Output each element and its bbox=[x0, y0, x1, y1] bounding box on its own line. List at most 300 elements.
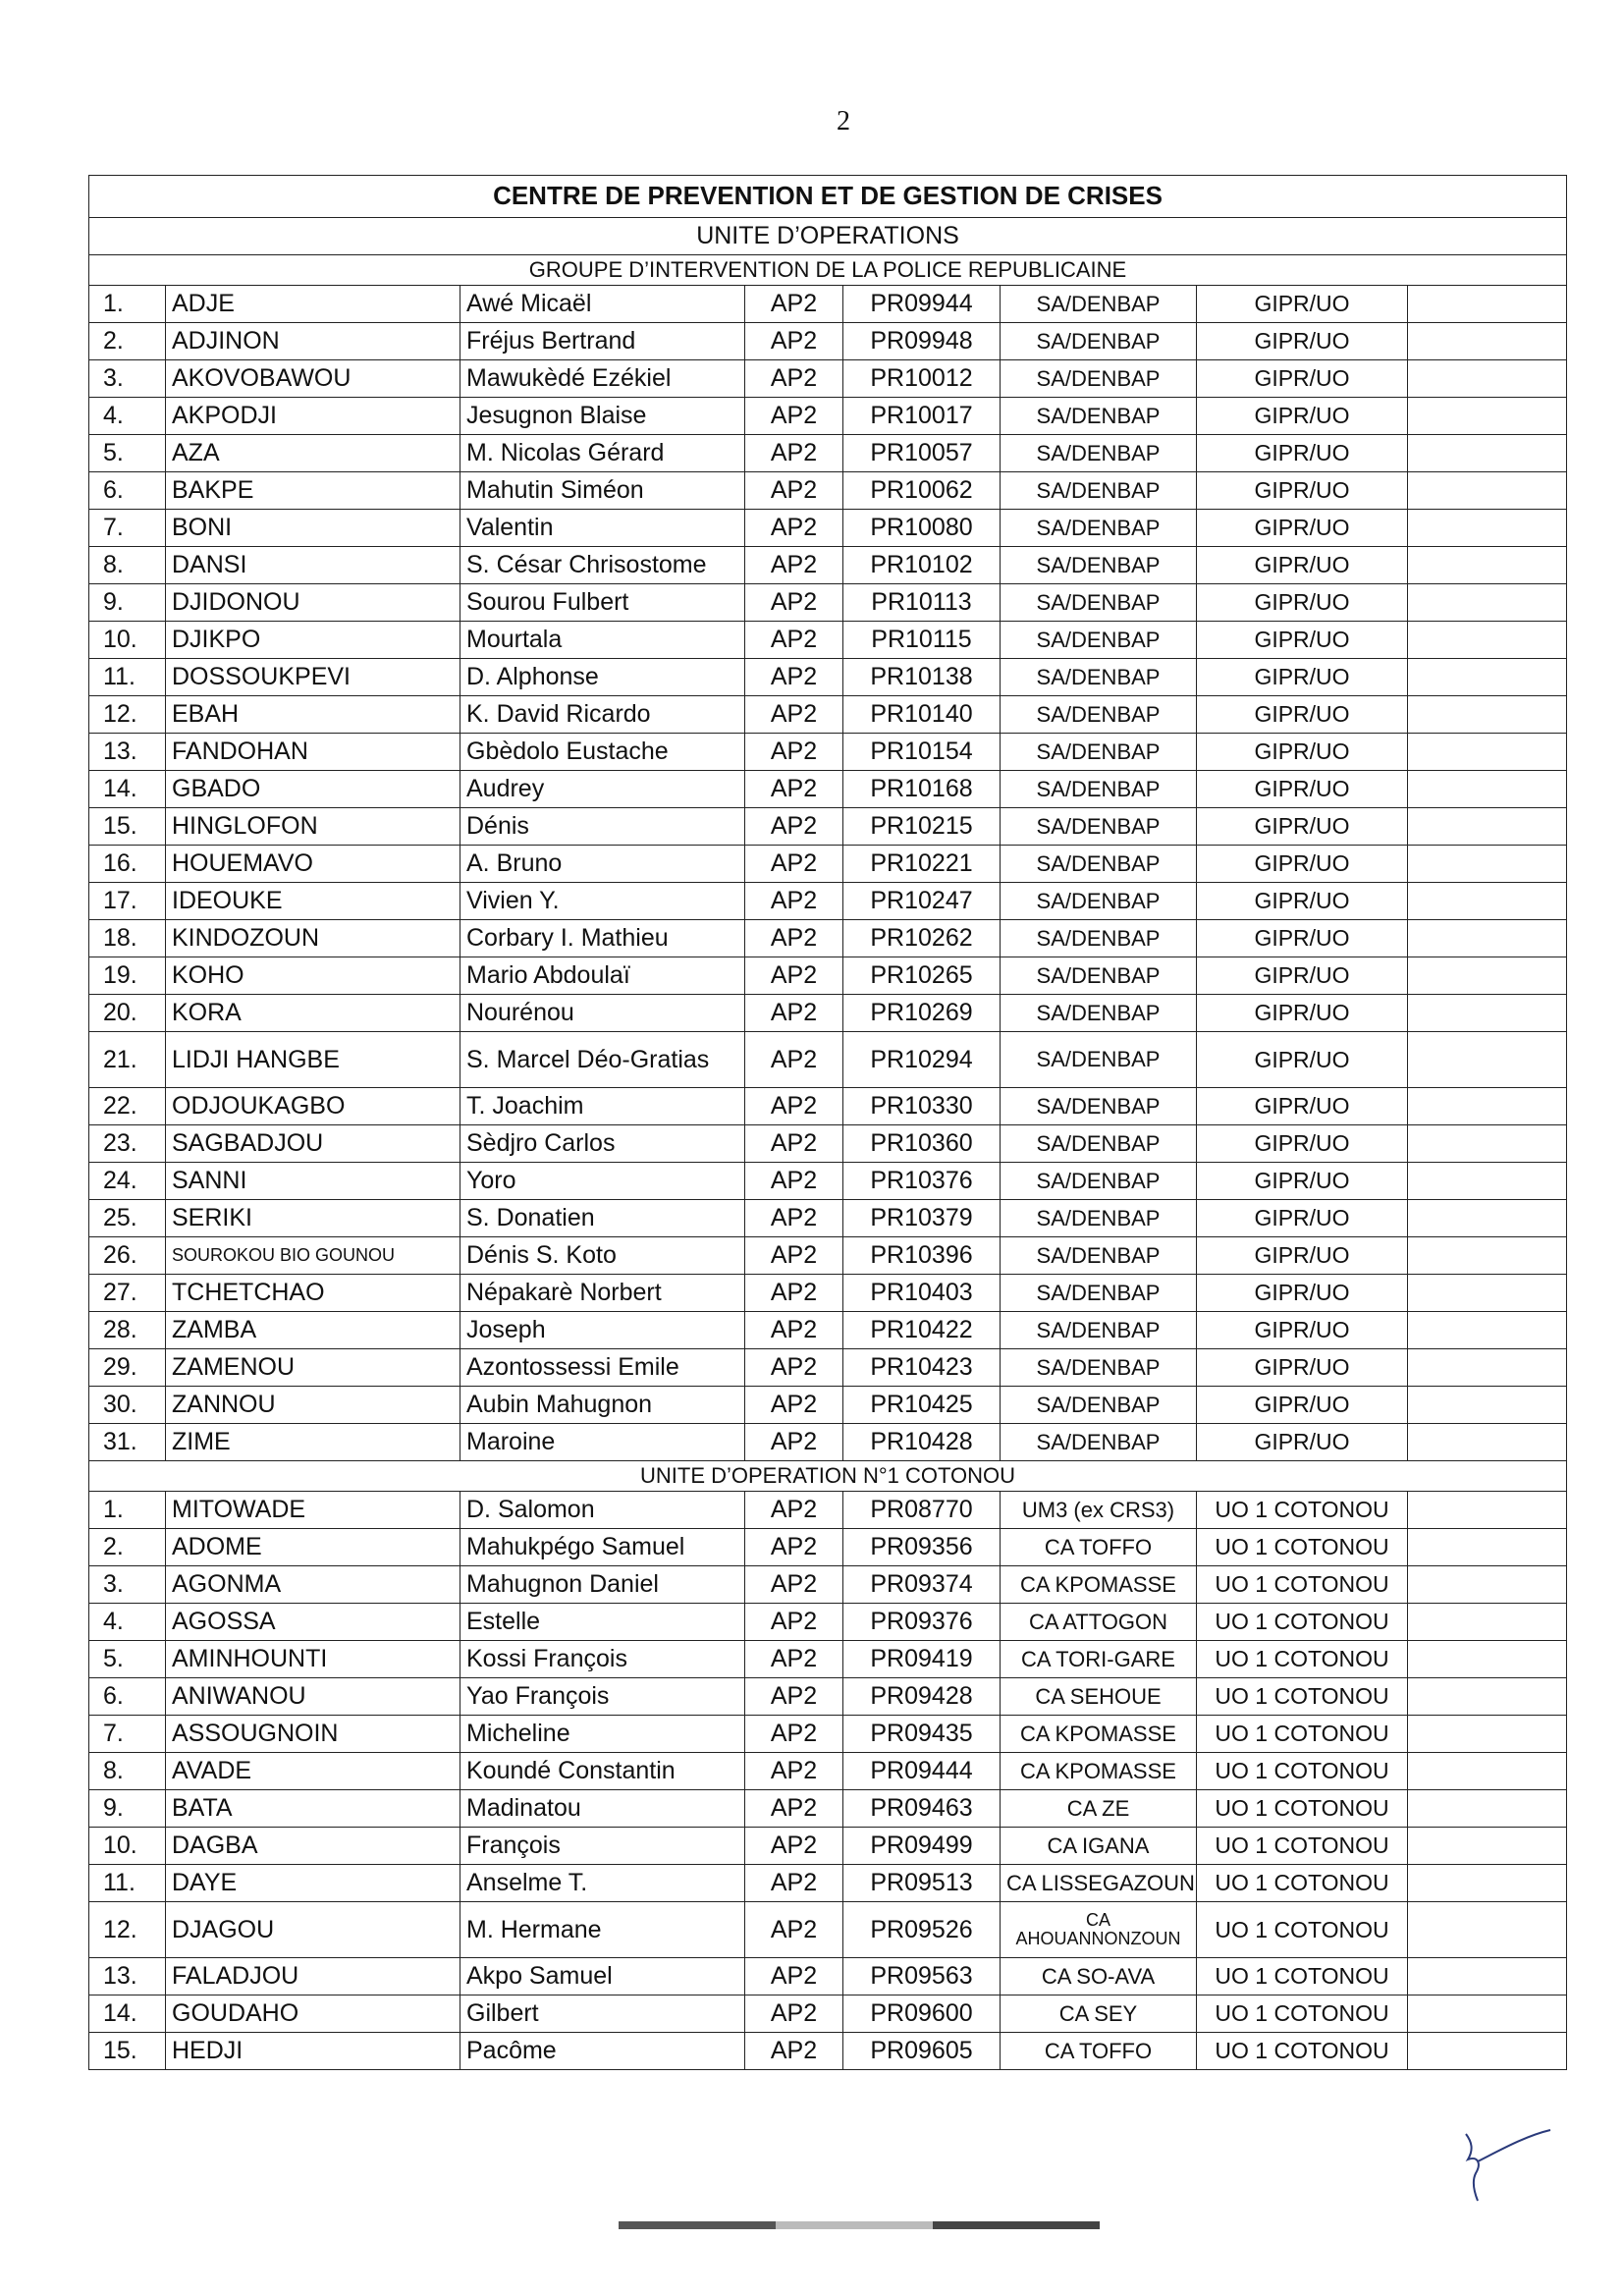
cell-num: 31. bbox=[89, 1424, 166, 1461]
footer-bar-dark bbox=[619, 2221, 776, 2229]
table-row bbox=[89, 1958, 1567, 1995]
table-row bbox=[89, 1424, 1567, 1461]
table-row bbox=[89, 1716, 1567, 1753]
cell-num: 12. bbox=[89, 1902, 166, 1958]
cell-empty bbox=[1408, 808, 1567, 846]
cell-origin: SA/DENBAP bbox=[1001, 472, 1197, 510]
cell-num: 28. bbox=[89, 1312, 166, 1349]
cell-nom: LIDJI HANGBE bbox=[166, 1032, 460, 1088]
cell-prenoms: Joseph bbox=[460, 1312, 745, 1349]
table-row bbox=[89, 510, 1567, 547]
cell-empty bbox=[1408, 846, 1567, 883]
cell-prenoms: Vivien Y. bbox=[460, 883, 745, 920]
cell-nom: DJAGOU bbox=[166, 1902, 460, 1958]
cell-grade: AP2 bbox=[745, 771, 843, 808]
cell-mat: PR10154 bbox=[843, 734, 1001, 771]
cell-mat: PR10396 bbox=[843, 1237, 1001, 1275]
table-row bbox=[89, 1088, 1567, 1125]
cell-empty bbox=[1408, 1237, 1567, 1275]
cell-origin: SA/DENBAP bbox=[1001, 622, 1197, 659]
cell-prenoms: Kossi François bbox=[460, 1641, 745, 1678]
table-row bbox=[89, 771, 1567, 808]
cell-empty bbox=[1408, 1088, 1567, 1125]
cell-unit: UO 1 COTONOU bbox=[1197, 1790, 1408, 1828]
cell-origin: SA/DENBAP bbox=[1001, 1237, 1197, 1275]
cell-mat: PR10360 bbox=[843, 1125, 1001, 1163]
cell-origin: SA/DENBAP bbox=[1001, 286, 1197, 323]
table-row bbox=[89, 1566, 1567, 1604]
cell-nom: AKOVOBAWOU bbox=[166, 360, 460, 398]
cell-unit: GIPR/UO bbox=[1197, 1312, 1408, 1349]
cell-grade: AP2 bbox=[745, 995, 843, 1032]
cell-origin: SA/DENBAP bbox=[1001, 1163, 1197, 1200]
cell-prenoms: Micheline bbox=[460, 1716, 745, 1753]
cell-prenoms: Maroine bbox=[460, 1424, 745, 1461]
cell-nom: ASSOUGNOIN bbox=[166, 1716, 460, 1753]
cell-mat: PR09526 bbox=[843, 1902, 1001, 1958]
cell-prenoms: Mourtala bbox=[460, 622, 745, 659]
cell-grade: AP2 bbox=[745, 920, 843, 957]
table-row bbox=[89, 883, 1567, 920]
cell-empty bbox=[1408, 1387, 1567, 1424]
cell-num: 6. bbox=[89, 1678, 166, 1716]
cell-mat: PR09944 bbox=[843, 286, 1001, 323]
cell-nom: ZIME bbox=[166, 1424, 460, 1461]
cell-empty bbox=[1408, 1312, 1567, 1349]
cell-nom: AZA bbox=[166, 435, 460, 472]
cell-empty bbox=[1408, 472, 1567, 510]
cell-mat: PR10247 bbox=[843, 883, 1001, 920]
cell-nom: SOUROKOU BIO GOUNOU bbox=[166, 1237, 460, 1275]
cell-grade: AP2 bbox=[745, 472, 843, 510]
cell-grade: AP2 bbox=[745, 1200, 843, 1237]
cell-unit: GIPR/UO bbox=[1197, 1125, 1408, 1163]
cell-num: 3. bbox=[89, 1566, 166, 1604]
cell-unit: UO 1 COTONOU bbox=[1197, 1492, 1408, 1529]
cell-num: 5. bbox=[89, 435, 166, 472]
cell-unit: GIPR/UO bbox=[1197, 659, 1408, 696]
cell-mat: PR09499 bbox=[843, 1828, 1001, 1865]
cell-empty bbox=[1408, 398, 1567, 435]
cell-prenoms: Audrey bbox=[460, 771, 745, 808]
cell-grade: AP2 bbox=[745, 846, 843, 883]
cell-nom: BAKPE bbox=[166, 472, 460, 510]
cell-nom: DJIDONOU bbox=[166, 584, 460, 622]
cell-nom: ADJE bbox=[166, 286, 460, 323]
cell-prenoms: S. César Chrisostome bbox=[460, 547, 745, 584]
table-row bbox=[89, 360, 1567, 398]
cell-num: 16. bbox=[89, 846, 166, 883]
cell-origin: SA/DENBAP bbox=[1001, 1125, 1197, 1163]
cell-origin: CA KPOMASSE bbox=[1001, 1566, 1197, 1604]
cell-nom: HINGLOFON bbox=[166, 808, 460, 846]
table-row bbox=[89, 1237, 1567, 1275]
cell-grade: AP2 bbox=[745, 1678, 843, 1716]
cell-num: 8. bbox=[89, 1753, 166, 1790]
cell-prenoms: Estelle bbox=[460, 1604, 745, 1641]
table-row bbox=[89, 1995, 1567, 2033]
cell-unit: GIPR/UO bbox=[1197, 1163, 1408, 1200]
cell-nom: DAYE bbox=[166, 1865, 460, 1902]
cell-mat: PR10113 bbox=[843, 584, 1001, 622]
table-row bbox=[89, 547, 1567, 584]
cell-origin: CA ATTOGON bbox=[1001, 1604, 1197, 1641]
cell-num: 6. bbox=[89, 472, 166, 510]
cell-num: 13. bbox=[89, 734, 166, 771]
cell-empty bbox=[1408, 1828, 1567, 1865]
cell-unit: UO 1 COTONOU bbox=[1197, 1995, 1408, 2033]
cell-grade: AP2 bbox=[745, 1088, 843, 1125]
cell-grade: AP2 bbox=[745, 957, 843, 995]
cell-nom: KORA bbox=[166, 995, 460, 1032]
cell-grade: AP2 bbox=[745, 1529, 843, 1566]
cell-num: 10. bbox=[89, 1828, 166, 1865]
cell-nom: ODJOUKAGBO bbox=[166, 1088, 460, 1125]
cell-nom: AVADE bbox=[166, 1753, 460, 1790]
cell-prenoms: Mario Abdoulaï bbox=[460, 957, 745, 995]
cell-num: 23. bbox=[89, 1125, 166, 1163]
table-row bbox=[89, 584, 1567, 622]
cell-origin: SA/DENBAP bbox=[1001, 659, 1197, 696]
cell-prenoms: Valentin bbox=[460, 510, 745, 547]
cell-empty bbox=[1408, 323, 1567, 360]
cell-origin: SA/DENBAP bbox=[1001, 398, 1197, 435]
cell-num: 19. bbox=[89, 957, 166, 995]
cell-empty bbox=[1408, 883, 1567, 920]
cell-prenoms: Awé Micaël bbox=[460, 286, 745, 323]
cell-grade: AP2 bbox=[745, 1349, 843, 1387]
table-row bbox=[89, 1492, 1567, 1529]
cell-mat: PR09948 bbox=[843, 323, 1001, 360]
cell-grade: AP2 bbox=[745, 1865, 843, 1902]
cell-num: 18. bbox=[89, 920, 166, 957]
cell-unit: GIPR/UO bbox=[1197, 1237, 1408, 1275]
cell-grade: AP2 bbox=[745, 1275, 843, 1312]
cell-empty bbox=[1408, 547, 1567, 584]
cell-mat: PR10080 bbox=[843, 510, 1001, 547]
cell-nom: AMINHOUNTI bbox=[166, 1641, 460, 1678]
cell-prenoms: Népakarè Norbert bbox=[460, 1275, 745, 1312]
cell-empty bbox=[1408, 2033, 1567, 2070]
cell-unit: GIPR/UO bbox=[1197, 360, 1408, 398]
cell-unit: GIPR/UO bbox=[1197, 846, 1408, 883]
cell-mat: PR10115 bbox=[843, 622, 1001, 659]
cell-grade: AP2 bbox=[745, 1753, 843, 1790]
cell-mat: PR09463 bbox=[843, 1790, 1001, 1828]
cell-empty bbox=[1408, 659, 1567, 696]
cell-mat: PR10062 bbox=[843, 472, 1001, 510]
cell-prenoms: D. Salomon bbox=[460, 1492, 745, 1529]
cell-mat: PR10294 bbox=[843, 1032, 1001, 1088]
cell-grade: AP2 bbox=[745, 1828, 843, 1865]
table-row bbox=[89, 1032, 1567, 1088]
cell-origin: SA/DENBAP bbox=[1001, 510, 1197, 547]
cell-grade: AP2 bbox=[745, 1312, 843, 1349]
table-row bbox=[89, 659, 1567, 696]
table-row bbox=[89, 622, 1567, 659]
table-subtitle: UNITE D’OPERATIONS bbox=[89, 218, 1567, 255]
cell-grade: AP2 bbox=[745, 1492, 843, 1529]
cell-unit: UO 1 COTONOU bbox=[1197, 2033, 1408, 2070]
cell-grade: AP2 bbox=[745, 1995, 843, 2033]
cell-mat: PR10140 bbox=[843, 696, 1001, 734]
cell-prenoms: Dénis S. Koto bbox=[460, 1237, 745, 1275]
table-row bbox=[89, 1387, 1567, 1424]
cell-prenoms: Sourou Fulbert bbox=[460, 584, 745, 622]
cell-prenoms: Azontossessi Emile bbox=[460, 1349, 745, 1387]
cell-unit: GIPR/UO bbox=[1197, 435, 1408, 472]
table-row bbox=[89, 1865, 1567, 1902]
cell-mat: PR09444 bbox=[843, 1753, 1001, 1790]
cell-mat: PR10423 bbox=[843, 1349, 1001, 1387]
cell-unit: GIPR/UO bbox=[1197, 883, 1408, 920]
cell-nom: SAGBADJOU bbox=[166, 1125, 460, 1163]
table-row bbox=[89, 1641, 1567, 1678]
cell-nom: MITOWADE bbox=[166, 1492, 460, 1529]
cell-unit: UO 1 COTONOU bbox=[1197, 1716, 1408, 1753]
table-row bbox=[89, 1790, 1567, 1828]
cell-empty bbox=[1408, 995, 1567, 1032]
footer-bar-dark-2 bbox=[933, 2221, 1100, 2229]
table-row bbox=[89, 995, 1567, 1032]
cell-origin: CA AHOUANNONZOUN bbox=[1001, 1902, 1197, 1958]
cell-unit: GIPR/UO bbox=[1197, 771, 1408, 808]
cell-nom: DOSSOUKPEVI bbox=[166, 659, 460, 696]
cell-nom: AGONMA bbox=[166, 1566, 460, 1604]
cell-prenoms: Madinatou bbox=[460, 1790, 745, 1828]
cell-mat: PR10017 bbox=[843, 398, 1001, 435]
cell-origin: CA KPOMASSE bbox=[1001, 1716, 1197, 1753]
table-row bbox=[89, 1902, 1567, 1958]
cell-nom: ZAMENOU bbox=[166, 1349, 460, 1387]
cell-origin: SA/DENBAP bbox=[1001, 808, 1197, 846]
cell-origin: SA/DENBAP bbox=[1001, 1088, 1197, 1125]
cell-grade: AP2 bbox=[745, 2033, 843, 2070]
cell-mat: PR10262 bbox=[843, 920, 1001, 957]
cell-unit: GIPR/UO bbox=[1197, 1200, 1408, 1237]
handwritten-signature bbox=[1448, 2126, 1556, 2205]
cell-prenoms: Sèdjro Carlos bbox=[460, 1125, 745, 1163]
cell-nom: HEDJI bbox=[166, 2033, 460, 2070]
cell-prenoms: Mawukèdé Ezékiel bbox=[460, 360, 745, 398]
cell-mat: PR09605 bbox=[843, 2033, 1001, 2070]
cell-prenoms: Mahukpégo Samuel bbox=[460, 1529, 745, 1566]
cell-origin: CA SEY bbox=[1001, 1995, 1197, 2033]
cell-nom: HOUEMAVO bbox=[166, 846, 460, 883]
table-row bbox=[89, 472, 1567, 510]
cell-grade: AP2 bbox=[745, 696, 843, 734]
table-row bbox=[89, 1312, 1567, 1349]
cell-empty bbox=[1408, 1032, 1567, 1088]
cell-mat: PR09356 bbox=[843, 1529, 1001, 1566]
table-row bbox=[89, 1349, 1567, 1387]
cell-num: 7. bbox=[89, 1716, 166, 1753]
cell-num: 8. bbox=[89, 547, 166, 584]
cell-empty bbox=[1408, 1641, 1567, 1678]
cell-origin: CA SO-AVA bbox=[1001, 1958, 1197, 1995]
cell-mat: PR09435 bbox=[843, 1716, 1001, 1753]
cell-empty bbox=[1408, 286, 1567, 323]
table-row bbox=[89, 920, 1567, 957]
page-number: 2 bbox=[837, 106, 850, 137]
cell-num: 11. bbox=[89, 1865, 166, 1902]
cell-num: 1. bbox=[89, 1492, 166, 1529]
cell-origin: CA TOFFO bbox=[1001, 1529, 1197, 1566]
cell-unit: UO 1 COTONOU bbox=[1197, 1902, 1408, 1958]
cell-grade: AP2 bbox=[745, 584, 843, 622]
cell-mat: PR08770 bbox=[843, 1492, 1001, 1529]
cell-origin: CA TORI-GARE bbox=[1001, 1641, 1197, 1678]
personnel-table bbox=[88, 175, 1567, 2070]
cell-empty bbox=[1408, 510, 1567, 547]
cell-grade: AP2 bbox=[745, 1424, 843, 1461]
cell-prenoms: A. Bruno bbox=[460, 846, 745, 883]
cell-origin: SA/DENBAP bbox=[1001, 696, 1197, 734]
cell-mat: PR10265 bbox=[843, 957, 1001, 995]
cell-mat: PR10428 bbox=[843, 1424, 1001, 1461]
cell-empty bbox=[1408, 920, 1567, 957]
cell-empty bbox=[1408, 957, 1567, 995]
cell-unit: UO 1 COTONOU bbox=[1197, 1566, 1408, 1604]
cell-unit: GIPR/UO bbox=[1197, 323, 1408, 360]
cell-mat: PR09376 bbox=[843, 1604, 1001, 1641]
cell-empty bbox=[1408, 1163, 1567, 1200]
cell-origin: SA/DENBAP bbox=[1001, 1312, 1197, 1349]
cell-mat: PR10012 bbox=[843, 360, 1001, 398]
cell-origin: SA/DENBAP bbox=[1001, 584, 1197, 622]
cell-mat: PR10330 bbox=[843, 1088, 1001, 1125]
cell-unit: GIPR/UO bbox=[1197, 286, 1408, 323]
cell-num: 27. bbox=[89, 1275, 166, 1312]
cell-unit: UO 1 COTONOU bbox=[1197, 1865, 1408, 1902]
table-row bbox=[89, 286, 1567, 323]
cell-grade: AP2 bbox=[745, 1790, 843, 1828]
cell-prenoms: Gilbert bbox=[460, 1995, 745, 2033]
cell-prenoms: Koundé Constantin bbox=[460, 1753, 745, 1790]
cell-num: 30. bbox=[89, 1387, 166, 1424]
cell-nom: AKPODJI bbox=[166, 398, 460, 435]
cell-unit: UO 1 COTONOU bbox=[1197, 1529, 1408, 1566]
cell-nom: DJIKPO bbox=[166, 622, 460, 659]
cell-prenoms: Pacôme bbox=[460, 2033, 745, 2070]
cell-mat: PR10422 bbox=[843, 1312, 1001, 1349]
cell-mat: PR09600 bbox=[843, 1995, 1001, 2033]
cell-mat: PR10102 bbox=[843, 547, 1001, 584]
cell-nom: SERIKI bbox=[166, 1200, 460, 1237]
cell-nom: BONI bbox=[166, 510, 460, 547]
cell-unit: GIPR/UO bbox=[1197, 1349, 1408, 1387]
cell-origin: SA/DENBAP bbox=[1001, 1387, 1197, 1424]
cell-origin: SA/DENBAP bbox=[1001, 323, 1197, 360]
cell-nom: IDEOUKE bbox=[166, 883, 460, 920]
cell-num: 29. bbox=[89, 1349, 166, 1387]
cell-unit: GIPR/UO bbox=[1197, 1424, 1408, 1461]
cell-empty bbox=[1408, 360, 1567, 398]
cell-origin: SA/DENBAP bbox=[1001, 883, 1197, 920]
cell-empty bbox=[1408, 1492, 1567, 1529]
cell-unit: GIPR/UO bbox=[1197, 398, 1408, 435]
cell-grade: AP2 bbox=[745, 1387, 843, 1424]
cell-empty bbox=[1408, 734, 1567, 771]
cell-origin: SA/DENBAP bbox=[1001, 1200, 1197, 1237]
cell-grade: AP2 bbox=[745, 1902, 843, 1958]
cell-empty bbox=[1408, 622, 1567, 659]
cell-empty bbox=[1408, 1275, 1567, 1312]
cell-num: 12. bbox=[89, 696, 166, 734]
cell-unit: GIPR/UO bbox=[1197, 622, 1408, 659]
cell-prenoms: Gbèdolo Eustache bbox=[460, 734, 745, 771]
cell-prenoms: Fréjus Bertrand bbox=[460, 323, 745, 360]
cell-prenoms: Yao François bbox=[460, 1678, 745, 1716]
cell-grade: AP2 bbox=[745, 398, 843, 435]
cell-nom: KOHO bbox=[166, 957, 460, 995]
table-row bbox=[89, 846, 1567, 883]
cell-empty bbox=[1408, 584, 1567, 622]
cell-num: 4. bbox=[89, 398, 166, 435]
cell-grade: AP2 bbox=[745, 734, 843, 771]
cell-num: 9. bbox=[89, 1790, 166, 1828]
cell-mat: PR10376 bbox=[843, 1163, 1001, 1200]
cell-empty bbox=[1408, 1200, 1567, 1237]
cell-num: 11. bbox=[89, 659, 166, 696]
cell-origin: SA/DENBAP bbox=[1001, 360, 1197, 398]
table-row bbox=[89, 1163, 1567, 1200]
cell-empty bbox=[1408, 435, 1567, 472]
cell-num: 15. bbox=[89, 808, 166, 846]
cell-grade: AP2 bbox=[745, 323, 843, 360]
cell-prenoms: M. Hermane bbox=[460, 1902, 745, 1958]
cell-prenoms: Yoro bbox=[460, 1163, 745, 1200]
table-title: CENTRE DE PREVENTION ET DE GESTION DE CRISES bbox=[89, 176, 1567, 218]
cell-empty bbox=[1408, 1790, 1567, 1828]
cell-mat: PR10379 bbox=[843, 1200, 1001, 1237]
cell-grade: AP2 bbox=[745, 1641, 843, 1678]
cell-empty bbox=[1408, 771, 1567, 808]
cell-unit: GIPR/UO bbox=[1197, 734, 1408, 771]
cell-prenoms: T. Joachim bbox=[460, 1088, 745, 1125]
cell-prenoms: Mahutin Siméon bbox=[460, 472, 745, 510]
cell-unit: GIPR/UO bbox=[1197, 1088, 1408, 1125]
cell-unit: GIPR/UO bbox=[1197, 1275, 1408, 1312]
cell-origin: CA KPOMASSE bbox=[1001, 1753, 1197, 1790]
cell-empty bbox=[1408, 1995, 1567, 2033]
table-row bbox=[89, 1678, 1567, 1716]
cell-prenoms: D. Alphonse bbox=[460, 659, 745, 696]
cell-mat: PR09419 bbox=[843, 1641, 1001, 1678]
cell-empty bbox=[1408, 1753, 1567, 1790]
cell-empty bbox=[1408, 1958, 1567, 1995]
cell-nom: ZAMBA bbox=[166, 1312, 460, 1349]
cell-grade: AP2 bbox=[745, 1163, 843, 1200]
cell-mat: PR10138 bbox=[843, 659, 1001, 696]
cell-num: 20. bbox=[89, 995, 166, 1032]
cell-nom: AGOSSA bbox=[166, 1604, 460, 1641]
cell-mat: PR10168 bbox=[843, 771, 1001, 808]
cell-num: 10. bbox=[89, 622, 166, 659]
cell-prenoms: S. Marcel Déo-Gratias bbox=[460, 1032, 745, 1088]
cell-grade: AP2 bbox=[745, 1958, 843, 1995]
cell-origin: UM3 (ex CRS3) bbox=[1001, 1492, 1197, 1529]
cell-nom: TCHETCHAO bbox=[166, 1275, 460, 1312]
table-row bbox=[89, 808, 1567, 846]
table-row bbox=[89, 1753, 1567, 1790]
cell-nom: BATA bbox=[166, 1790, 460, 1828]
cell-mat: PR09428 bbox=[843, 1678, 1001, 1716]
cell-origin: SA/DENBAP bbox=[1001, 734, 1197, 771]
cell-num: 26. bbox=[89, 1237, 166, 1275]
cell-unit: GIPR/UO bbox=[1197, 995, 1408, 1032]
table-row bbox=[89, 1275, 1567, 1312]
